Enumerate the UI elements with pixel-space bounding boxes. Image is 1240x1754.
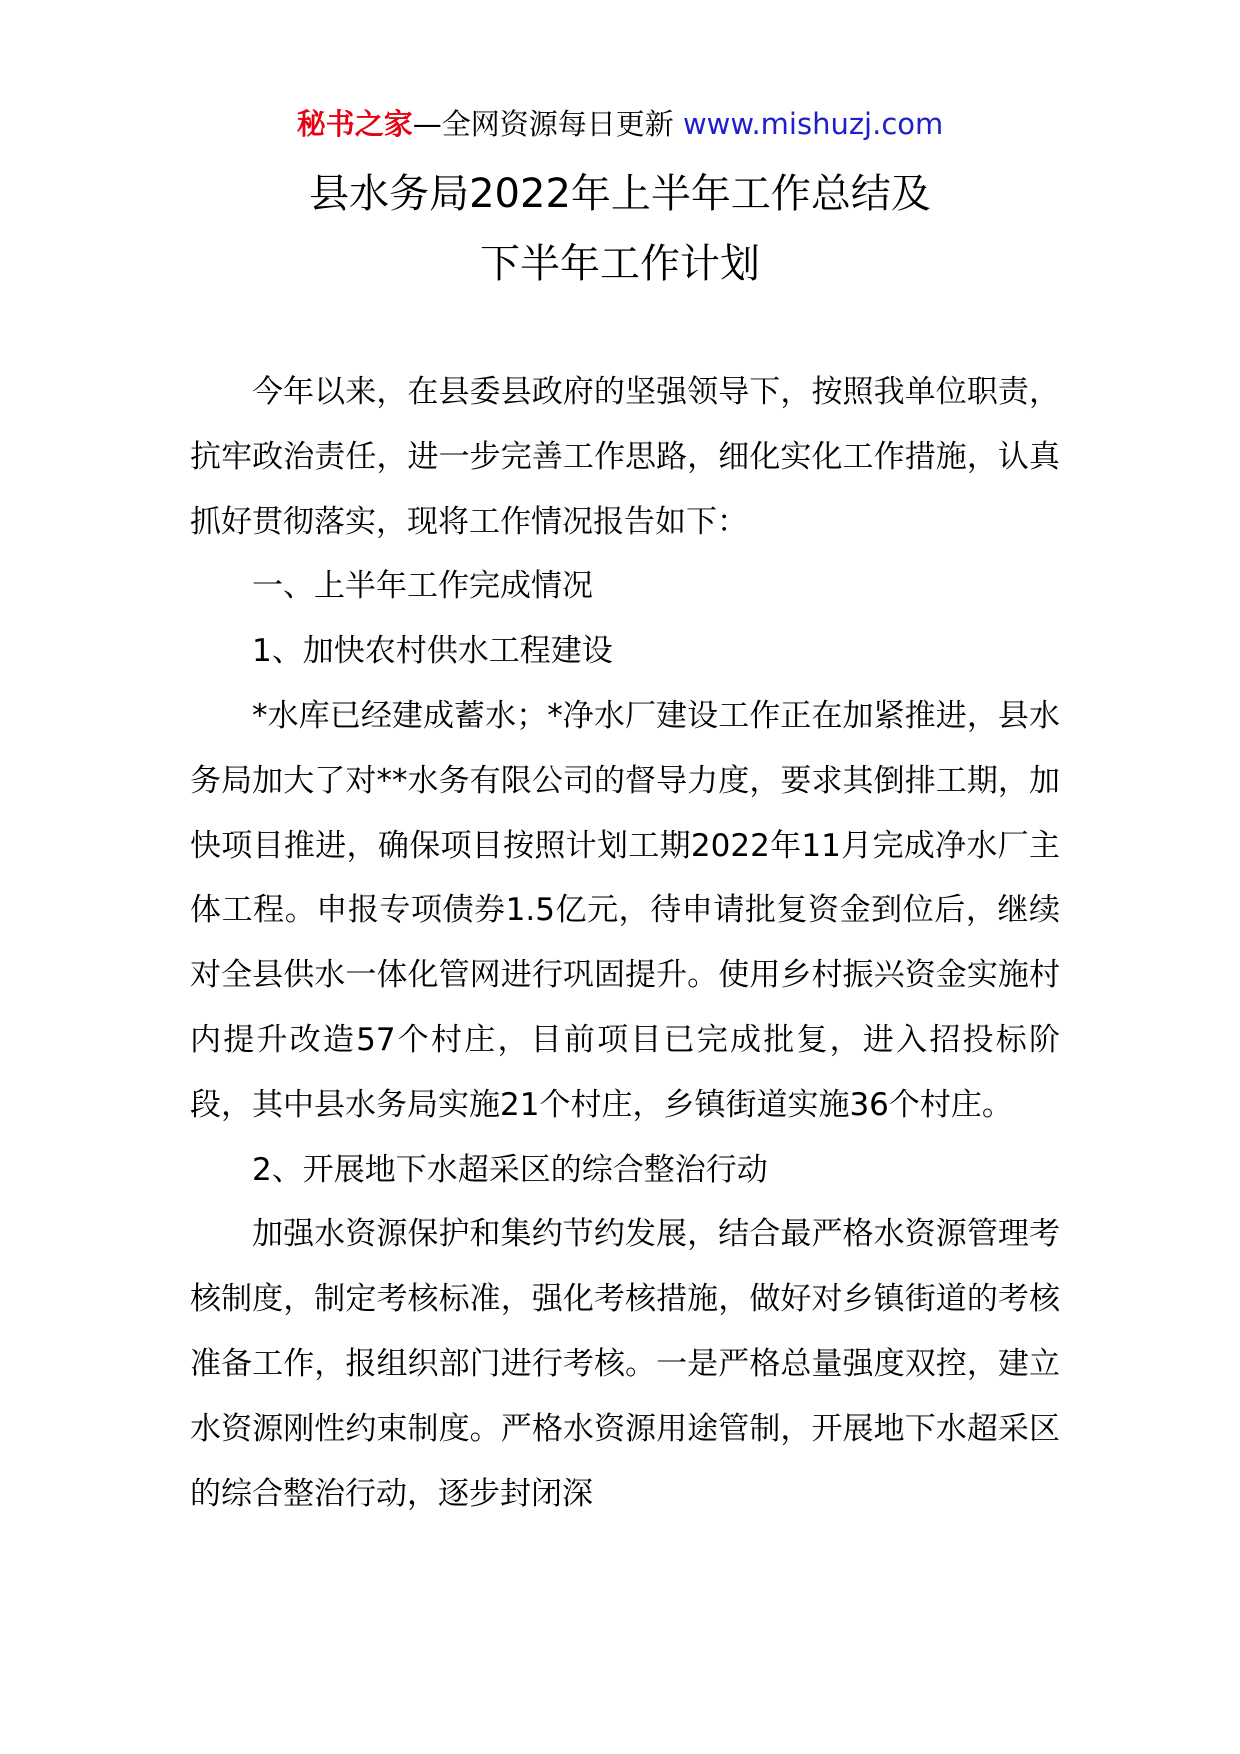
paragraph-intro: 今年以来，在县委县政府的坚强领导下，按照我单位职责，抗牢政治责任，进一步完善工作思路，细化实化工作措施，认真抓好贯彻落实，现将工作情况报告如下：	[190, 374, 1060, 540]
subsection-heading-1: 1、加快农村供水工程建设	[252, 633, 613, 670]
section-heading-1: 一、上半年工作完成情况	[252, 568, 593, 605]
document-title-line-1: 县水务局2022年上半年工作总结及	[309, 171, 931, 217]
brand-name: 秘书之家	[296, 107, 413, 141]
document-title-line-2: 下半年工作计划	[480, 241, 760, 287]
site-url: www.mishuzj.com	[682, 107, 944, 141]
paragraph-groundwater: 加强水资源保护和集约节约发展，结合最严格水资源管理考核制度，制定考核标准，强化考核措施，做好对乡镇街道的考核准备工作，报组织部门进行考核。一是严格总量强度双控，建立水资源刚性约束制度。严格水资源用途管制，开展地下水超采区的综合整治行动，逐步封闭深	[190, 1216, 1060, 1512]
watermark-header	[0, 104, 1240, 144]
header-slogan: —全网资源每日更新	[412, 107, 674, 141]
paragraph-water-supply: *水库已经建成蓄水；*净水厂建设工作正在加紧推进，县水务局加大了对**水务有限公司的督导力度，要求其倒排工期，加快项目推进，确保项目按照计划工期2022年11月完成净水厂主体工程。申报专项债券1.5亿元，待申请批复资金到位后，继续对全县供水一体化管网进行巩固提升。使用乡村振兴资金实施村内提升改造57个村庄，目前项目已完成批复，进入招投标阶段，其中县水务局实施21个村庄，乡镇街道实施36个村庄。	[190, 697, 1060, 1123]
subsection-heading-2: 2、开展地下水超采区的综合整治行动	[252, 1151, 768, 1188]
document-body	[190, 360, 1060, 1526]
